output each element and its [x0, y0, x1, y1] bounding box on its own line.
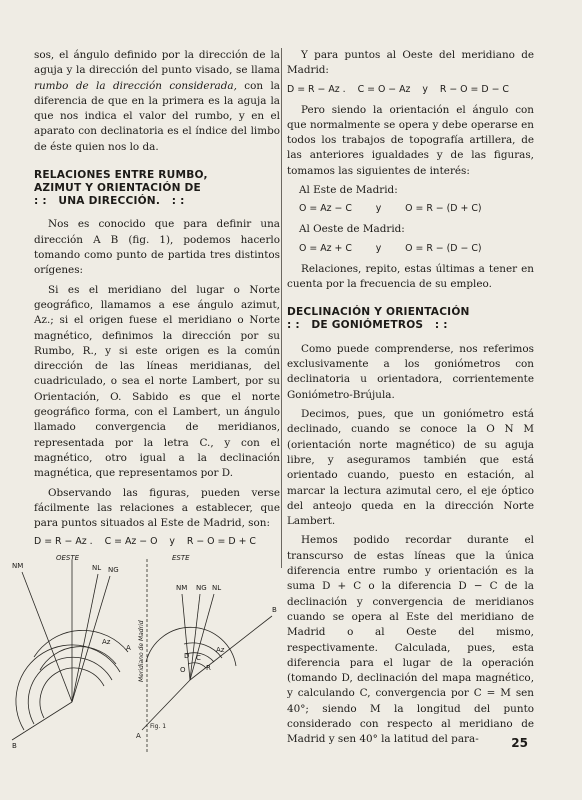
label-o-este: O — [180, 666, 186, 674]
label-nl-oeste: NL — [92, 564, 102, 572]
paragraph-definitions: Si es el meridiano del lugar o Norte geográfico, llamamos a ese ángulo azimut, Az.; si el origen fuese el meridiano o Norte magnético, definimos la dirección por su Rumbo, R., y si este origen es la común dirección de las líneas meridianas, del cuadriculado, o sea el norte Lambert, por su Orientación, O. Sabido es que el norte geográfico forma, con el Lambert, un ángulo llamado convergencia de meridianos, representada por la letra C., y con el magnético, otro igual a la declinación magnética, que representamos por D. — [34, 283, 280, 480]
oeste-b-line — [12, 702, 72, 740]
label-d-este: D — [184, 652, 190, 660]
label-oeste: OESTE — [56, 554, 80, 562]
heading-line: : : DE GONIÓMETROS : : — [287, 319, 448, 332]
section-heading-relaciones — [34, 169, 280, 207]
page-number: 25 — [511, 736, 528, 750]
heading-line: RELACIONES ENTRE RUMBO, — [34, 169, 208, 182]
label-az-oeste: Az — [102, 638, 111, 646]
label-east-madrid: Al Este de Madrid: — [299, 184, 398, 197]
label-a-este: A — [136, 732, 141, 740]
label-a-oeste: A — [126, 644, 131, 652]
text-segment: con la diferencia de que en la primera es la aguja la que nos indica el valor del rumbo, y en el aparato con declinatoria es el índice del limbo de éste quien nos lo da. — [34, 79, 280, 153]
oeste-arc-2 — [40, 647, 116, 670]
este-arc-3 — [188, 663, 206, 668]
label-west-madrid: Al Oeste de Madrid: — [299, 223, 405, 236]
paragraph-intro — [34, 48, 280, 155]
formula-east-orientation: O = Az − C y O = R − (D + C) — [299, 203, 482, 215]
label-ng-oeste: NG — [108, 566, 119, 574]
formula-east: D = R − Az . C = Az − O y R − O = D + C — [34, 536, 256, 548]
label-c-este: C — [196, 654, 201, 662]
heading-line: DECLINACIÓN Y ORIENTACIÓN — [287, 306, 470, 319]
column-divider — [281, 48, 282, 568]
heading-line: AZIMUT Y ORIENTACIÓN DE — [34, 181, 201, 194]
text-segment: sos, el ángulo definido por la dirección de la aguja y la dirección del punto visado, se llama — [34, 49, 280, 77]
label-az-este: Az — [216, 646, 225, 654]
right-column — [287, 48, 534, 752]
label-nm-este: NM — [176, 584, 188, 592]
paragraph-origins: Nos es conocido que para definir una dirección A B (fig. 1), podemos hacerlo tomando como punto de partida tres distintos orígenes: — [34, 218, 280, 277]
label-nm-oeste: NM — [12, 562, 24, 570]
label-b-oeste: B — [12, 742, 17, 750]
paragraph-observe: Observando las figuras, pueden verse fácilmente las relaciones a establecer, que para puntos situados al Este de Madrid, son: — [34, 486, 280, 530]
figure-caption: Fig. 1 — [150, 723, 167, 730]
este-b-line — [190, 616, 272, 680]
paragraph-orientation: Pero siendo la orientación el ángulo con que normalmente se opera y debe operarse en todos los trabajos de topografía artillera, de las anteriores igualdades y de las figuras, tomamos las siguientes de interés: — [287, 103, 534, 177]
oeste-nl-line — [72, 574, 98, 702]
meridian-label: Meridiano de Madrid — [138, 620, 145, 682]
label-este: ESTE — [172, 554, 190, 562]
paragraph-relations: Relaciones, repito, estas últimas a tener en cuenta por la frecuencia de su empleo. — [287, 262, 534, 290]
oeste-arc-4 — [28, 657, 112, 724]
label-b-este: B — [272, 606, 277, 614]
formula-west-orientation: O = Az + C y O = R − (D − C) — [299, 242, 482, 254]
formula-west: D = R − Az . C = O − Az y R − O = D − C — [287, 83, 509, 95]
diagram-svg — [10, 552, 280, 762]
paragraph-difference: Hemos podido recordar durante el transcurso de estas líneas que la única diferencia entre rumbo y orientación es la suma D + C o la diferencia D − C de la declinación y convergencia de meridianos cuando se opera al Este del meridiano de Madrid o al Oeste del mismo, respectivamente. Calculada, pues, esta diferencia para el lugar de la operación (tomando D, declinación del mapa magnético, y calculando C, convergencia por C = M sen 40°; siendo M la longitud del punto considerado con respecto al meridiano de Madrid y sen 40° la latitud del para- — [287, 534, 534, 746]
oeste-nm-line — [22, 572, 72, 702]
section-heading-declinacion — [287, 306, 534, 332]
heading-line: : : UNA DIRECCIÓN. : : — [34, 194, 185, 207]
label-ng-este: NG — [196, 584, 207, 592]
label-r-este: R — [206, 664, 211, 672]
este-nl-line — [190, 594, 200, 680]
figure-1 — [10, 552, 280, 762]
paragraph-goniometers: Como puede comprenderse, nos referimos exclusivamente a los goniómetros con declinatoria u orientadora, corrientemente Goniómetro-Brújula. — [287, 342, 534, 401]
label-nl-este: NL — [212, 584, 222, 592]
oeste-arc-1 — [34, 630, 128, 657]
italic-term: rumbo de la dirección considerada, — [34, 79, 237, 92]
left-column — [34, 48, 280, 555]
paragraph-west: Y para puntos al Oeste del meridiano de Madrid: — [287, 49, 534, 77]
paragraph-declinado: Decimos, pues, que un goniómetro está declinado, cuando se conoce la O N M (orientación norte magnético) de su aguja libre, y aseguramos también que está orientado cuando, puesto en estación, al marcar la lectura azimutal cero, el eje óptico del anteojo queda en la dirección Norte Lambert. — [287, 408, 534, 528]
